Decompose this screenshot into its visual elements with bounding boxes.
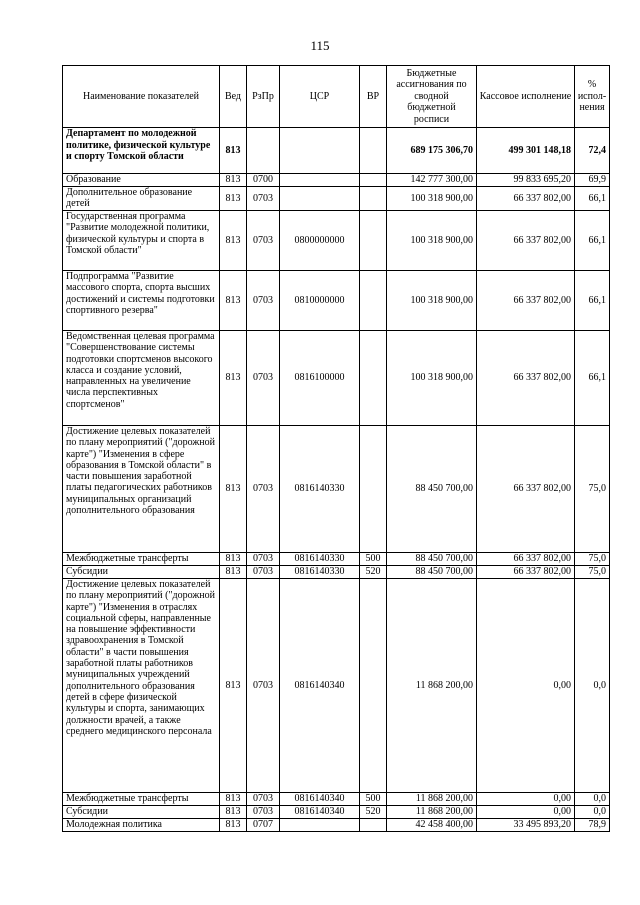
row-ved-cell: 813 [220,331,247,426]
row-name-cell: Ведомственная целевая программа "Совершенствование системы подготовки спортсменов высокого класса и создание условий, направленных на увеличение числа перспективных спортсменов" [63,331,220,426]
row-rzpr-cell: 0703 [247,211,280,271]
row-rzpr-cell: 0703 [247,806,280,819]
table-row [63,187,610,211]
row-cash-cell: 66 337 802,00 [477,553,575,566]
row-csr-cell [280,187,360,211]
row-cash-cell: 0,00 [477,806,575,819]
row-vr-cell [360,579,387,793]
row-csr-cell [280,128,360,174]
row-csr-cell [280,174,360,187]
table-row [63,211,610,271]
row-csr-cell: 0816140330 [280,553,360,566]
row-vr-cell: 520 [360,566,387,579]
row-cash-cell: 66 337 802,00 [477,211,575,271]
row-rzpr-cell: 0703 [247,426,280,553]
row-pct-cell: 0,0 [575,806,610,819]
row-vr-cell [360,211,387,271]
header-csr: ЦСР [280,66,360,128]
row-name-cell: Межбюджетные трансферты [63,553,220,566]
row-budget-cell: 88 450 700,00 [387,566,477,579]
row-ved-cell: 813 [220,566,247,579]
row-budget-cell: 100 318 900,00 [387,211,477,271]
row-vr-cell [360,819,387,832]
row-csr-cell: 0816140330 [280,426,360,553]
row-ved-cell: 813 [220,174,247,187]
row-pct-cell: 75,0 [575,426,610,553]
row-name-cell: Субсидии [63,566,220,579]
row-rzpr-cell: 0703 [247,579,280,793]
header-row [63,66,610,128]
row-rzpr-cell: 0703 [247,331,280,426]
row-ved-cell: 813 [220,806,247,819]
row-cash-cell: 66 337 802,00 [477,187,575,211]
row-csr-cell: 0816140340 [280,806,360,819]
row-cash-cell: 99 833 695,20 [477,174,575,187]
row-csr-cell: 0816140330 [280,566,360,579]
row-rzpr-cell: 0707 [247,819,280,832]
header-rzpr: РзПр [247,66,280,128]
row-ved-cell: 813 [220,819,247,832]
row-ved-cell: 813 [220,426,247,553]
table-row [63,793,610,806]
row-csr-cell: 0816140340 [280,579,360,793]
header-ved: Вед [220,66,247,128]
row-pct-cell: 75,0 [575,553,610,566]
table-row [63,553,610,566]
row-budget-cell: 100 318 900,00 [387,271,477,331]
table-row [63,128,610,174]
row-rzpr-cell: 0700 [247,174,280,187]
row-pct-cell: 66,1 [575,331,610,426]
row-pct-cell: 75,0 [575,566,610,579]
row-vr-cell: 520 [360,806,387,819]
row-budget-cell: 11 868 200,00 [387,793,477,806]
row-vr-cell: 500 [360,553,387,566]
row-ved-cell: 813 [220,211,247,271]
row-ved-cell: 813 [220,579,247,793]
row-pct-cell: 72,4 [575,128,610,174]
row-vr-cell [360,426,387,553]
row-name-cell: Межбюджетные трансферты [63,793,220,806]
table-row [63,579,610,793]
table-row [63,806,610,819]
row-csr-cell [280,819,360,832]
row-budget-cell: 88 450 700,00 [387,553,477,566]
row-vr-cell [360,271,387,331]
budget-execution-table [62,65,610,832]
row-name-cell: Государственная программа "Развитие молодежной политики, физической культуры и спорта в Томской области" [63,211,220,271]
row-pct-cell: 66,1 [575,271,610,331]
header-vr: ВР [360,66,387,128]
row-rzpr-cell: 0703 [247,793,280,806]
row-name-cell: Субсидии [63,806,220,819]
row-budget-cell: 689 175 306,70 [387,128,477,174]
row-ved-cell: 813 [220,793,247,806]
row-cash-cell: 66 337 802,00 [477,426,575,553]
row-rzpr-cell: 0703 [247,187,280,211]
row-name-cell: Подпрограмма "Развитие массового спорта, спорта высших достижений и системы подготовки спортивного резерва" [63,271,220,331]
row-budget-cell: 100 318 900,00 [387,331,477,426]
row-vr-cell [360,128,387,174]
row-name-cell: Департамент по молодежной политике, физической культуре и спорту Томской области [63,128,220,174]
row-vr-cell: 500 [360,793,387,806]
row-cash-cell: 0,00 [477,579,575,793]
row-ved-cell: 813 [220,553,247,566]
table-row [63,331,610,426]
header-cash: Кассовое исполнение [477,66,575,128]
row-vr-cell [360,331,387,426]
row-cash-cell: 499 301 148,18 [477,128,575,174]
row-name-cell: Достижение целевых показателей по плану мероприятий ("дорожной карте") "Изменения в сфере образования в Томской области" в части повышения заработной платы педагогических работников муниципальных организаций дополнительного образования [63,426,220,553]
row-name-cell: Образование [63,174,220,187]
table-row [63,426,610,553]
row-rzpr-cell [247,128,280,174]
row-cash-cell: 66 337 802,00 [477,271,575,331]
row-ved-cell: 813 [220,128,247,174]
row-pct-cell: 78,9 [575,819,610,832]
row-rzpr-cell: 0703 [247,553,280,566]
table-row [63,271,610,331]
row-csr-cell: 0816140340 [280,793,360,806]
row-name-cell: Молодежная политика [63,819,220,832]
row-ved-cell: 813 [220,271,247,331]
row-budget-cell: 11 868 200,00 [387,579,477,793]
row-vr-cell [360,187,387,211]
header-pct: % испол-нения [575,66,610,128]
row-pct-cell: 0,0 [575,793,610,806]
row-cash-cell: 0,00 [477,793,575,806]
row-budget-cell: 100 318 900,00 [387,187,477,211]
row-csr-cell: 0800000000 [280,211,360,271]
row-rzpr-cell: 0703 [247,271,280,331]
row-ved-cell: 813 [220,187,247,211]
row-budget-cell: 42 458 400,00 [387,819,477,832]
row-pct-cell: 66,1 [575,211,610,271]
row-csr-cell: 0816100000 [280,331,360,426]
row-cash-cell: 66 337 802,00 [477,331,575,426]
row-pct-cell: 69,9 [575,174,610,187]
table-row [63,174,610,187]
row-budget-cell: 88 450 700,00 [387,426,477,553]
page-number: 115 [310,38,330,53]
table-row [63,566,610,579]
header-name: Наименование показателей [63,66,220,128]
header-budget: Бюджетные ассигнования по сводной бюджетной росписи [387,66,477,128]
row-csr-cell: 0810000000 [280,271,360,331]
row-vr-cell [360,174,387,187]
row-pct-cell: 0,0 [575,579,610,793]
table-row [63,819,610,832]
row-rzpr-cell: 0703 [247,566,280,579]
row-name-cell: Достижение целевых показателей по плану мероприятий ("дорожной карте") "Изменения в отраслях социальной сферы, направленные на повышение эффективности здравоохранения в Томской области" в части повышения заработной платы работников муниципальных учреждений дополнительного образования детей в сфере физической культуры и спорта, занимающих должности врачей, а также среднего медицинского персонала [63,579,220,793]
row-budget-cell: 142 777 300,00 [387,174,477,187]
row-cash-cell: 33 495 893,20 [477,819,575,832]
row-cash-cell: 66 337 802,00 [477,566,575,579]
row-pct-cell: 66,1 [575,187,610,211]
row-name-cell: Дополнительное образование детей [63,187,220,211]
row-budget-cell: 11 868 200,00 [387,806,477,819]
